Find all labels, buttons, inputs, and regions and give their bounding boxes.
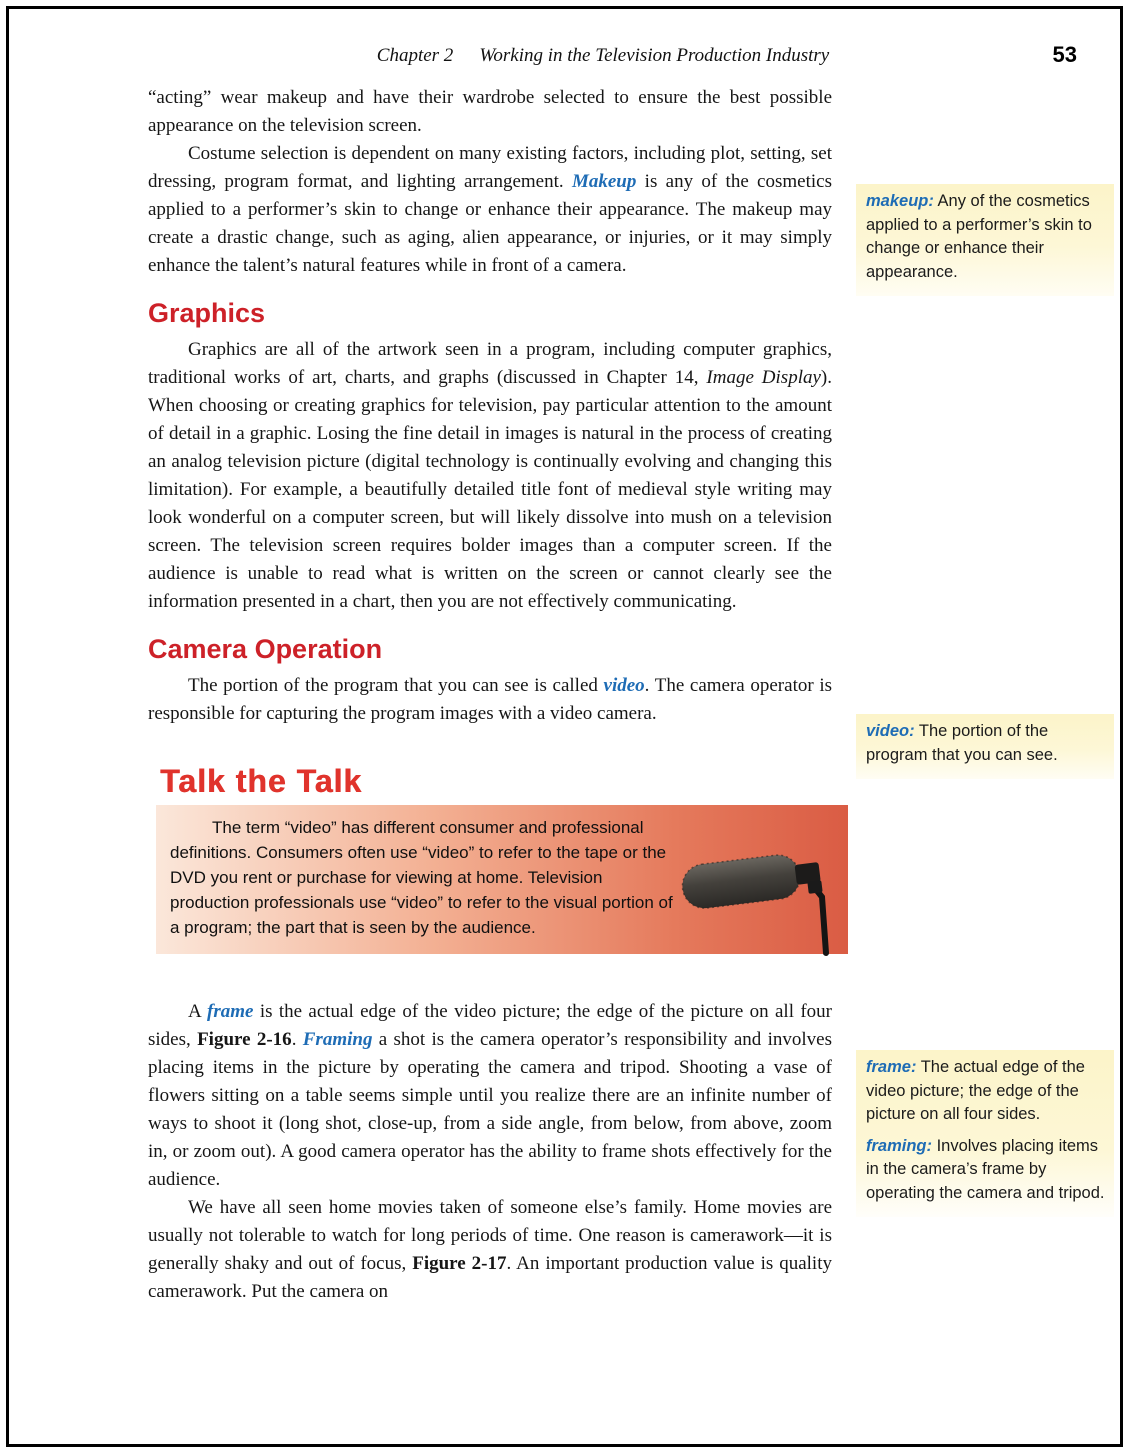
talk-the-talk-box bbox=[156, 805, 848, 954]
paragraph-costume-makeup: Costume selection is dependent on many existing factors, including plot, setting, set dressing, program format, and lighting arrangement. Makeup is any of the cosmetics applied to a performer’s skin to change or enhance their appearance. The makeup may create a drastic change, such as aging, alien appearance, or injuries, or it may simply enhance the talent’s natural features while in front of a camera. bbox=[148, 143, 832, 276]
paragraph-acting-continuation: “acting” wear makeup and have their wardrobe selected to ensure the best possible appearance on the television screen. bbox=[148, 87, 832, 136]
chapter-header bbox=[148, 44, 1058, 68]
microphone-icon bbox=[676, 835, 844, 927]
paragraph-graphics: Graphics are all of the artwork seen in a program, including computer graphics, traditional works of art, charts, and graphs (discussed in Chapter 14, Image Display). When choosing or creating graphics for television, pay particular attention to the amount of detail in a graphic. Losing the fine detail in images is natural in the process of creating an analog television picture (digital technology is continually evolving and changing this limitation). For example, a beautifully detailed title font of medieval style writing may look wonderful on a computer screen, but will likely dissolve into mush on a television screen. The television screen requires bolder images than a computer screen. If the audience is unable to read what is written on the screen or cannot clearly see the information presented in a chart, then you are not effectively communicating. bbox=[148, 339, 832, 612]
chapter-title: Working in the Television Production Industry bbox=[479, 45, 830, 66]
margin-note-makeup bbox=[856, 184, 1114, 296]
margin-note-framing-text: framing: Involves placing items in the camera’s frame by operating the camera and tripod. bbox=[866, 1136, 1105, 1202]
page-number: 53 bbox=[1052, 42, 1077, 67]
chapter-label: Chapter 2 bbox=[376, 45, 454, 66]
talk-the-talk-section bbox=[148, 762, 832, 954]
margin-note-gap bbox=[866, 1127, 1106, 1135]
section-heading-graphics: Graphics bbox=[148, 298, 266, 328]
margin-note-frame-text: frame: The actual edge of the video picture; the edge of the picture on all four sides. bbox=[866, 1058, 1085, 1123]
margin-note-makeup-text: makeup: Any of the cosmetics applied to a performer’s skin to change or enhance their appearance. bbox=[866, 192, 1092, 281]
paragraph-home-movies: We have all seen home movies taken of someone else’s family. Home movies are usually not tolerable to watch for long periods of time. One reason is camerawork—it is generally shaky and out of focus, Figure 2-17. An important production value is quality camerawork. Put the camera on bbox=[148, 1197, 832, 1302]
talk-the-talk-text: The term “video” has different consumer and professional definitions. Consumers often use “video” to refer to the tape or the DVD you rent or purchase for viewing at home. Television production professionals use “video” to refer to the visual portion of a program; the part that is seen by the audience. bbox=[170, 818, 673, 937]
margin-note-video bbox=[856, 714, 1114, 779]
main-text-column bbox=[148, 84, 832, 1306]
paragraph-frame: A frame is the actual edge of the video picture; the edge of the picture on all four sides, Figure 2-16. Framing a shot is the camera operator’s responsibility and involves placing items in the picture by operating the camera and tripod. Shooting a vase of flowers sitting on a table seems simple until you realize there are an infinite number of ways to shoot it (long shot, close-up, from a side angle, from below, from above, zoom in, or zoom out). A good camera operator has the ability to frame shots effectively for the audience. bbox=[148, 1001, 832, 1190]
paragraph-video: The portion of the program that you can see is called video. The camera operator is responsible for capturing the program images with a video camera. bbox=[148, 675, 832, 724]
margin-note-frame-framing bbox=[856, 1050, 1114, 1217]
margin-note-video-text: video: The portion of the program that you can see. bbox=[866, 722, 1058, 764]
talk-the-talk-title: Talk the Talk bbox=[160, 763, 363, 799]
section-heading-camera-operation: Camera Operation bbox=[148, 634, 383, 664]
